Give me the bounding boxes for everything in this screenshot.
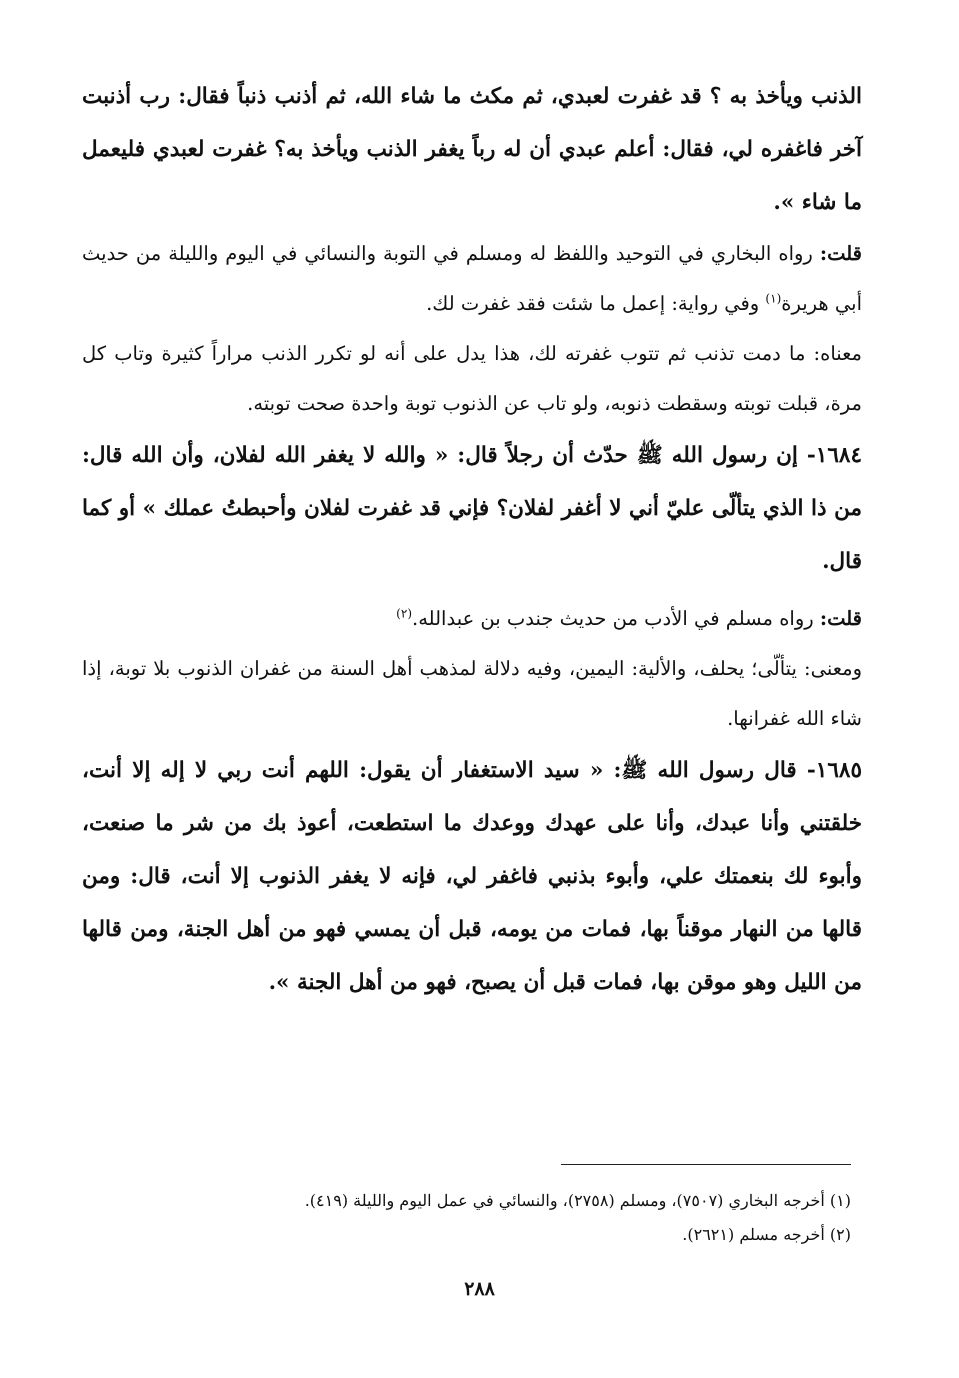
commentary-source [82,229,862,329]
commentary-text-2: رواه مسلم في الأدب من حديث جندب بن عبدالله. [412,607,814,630]
commentary-label: قلت: [819,242,862,265]
page-number: ٢٨٨ [464,1278,495,1300]
footnote-2: (٢) أخرجه مسلم (٢٦٢١). [682,1225,851,1244]
page-body [82,70,862,1009]
explanation-paragraph: معناه: ما دمت تذنب ثم تتوب غفرته لك، هذا يدل على أنه لو تكرر الذنب مراراً كثيرة وتاب كل مرة، قبلت توبته وسقطت ذنوبه، ولو تاب عن الذنوب توبة واحدة صحت توبته. [82,342,862,415]
commentary-text: رواه البخاري في التوحيد واللفظ له ومسلم في التوبة والنسائي في اليوم والليلة من حديث أبي هريرة [82,242,862,315]
footnote-divider [561,1164,851,1165]
footnote-ref-2: (٢) [396,606,412,621]
commentary-source-2 [82,594,862,644]
hadith-1684: ١٦٨٤- إن رسول الله ﷺ حدّث أن رجلاً قال: « والله لا يغفر الله لفلان، وأن الله قال: من ذا الذي يتألّى عليّ أني لا أغفر لفلان؟ فإني قد غفرت لفلان وأحبطتُ عملك » أو كما قال. [82,443,862,574]
footnote-ref-1: (١) [765,291,782,306]
explanation-paragraph-2: ومعنى: يتألّى؛ يحلف، والألية: اليمين، وفيه دلالة لمذهب أهل السنة من غفران الذنوب بلا توبة، إذا شاء الله غفرانها. [82,657,862,730]
footnote-1: (١) أخرجه البخاري (٧٥٠٧)، ومسلم (٢٧٥٨)، والنسائي في عمل اليوم والليلة (٤١٩). [304,1191,851,1210]
footnotes [151,1184,851,1252]
commentary-label-2: قلت: [819,607,862,630]
commentary-tail: وفي رواية: إعمل ما شئت فقد غفرت لك. [426,292,760,315]
hadith-1685: ١٦٨٥- قال رسول الله ﷺ: « سيد الاستغفار أن يقول: اللهم أنت ربي لا إله إلا أنت، خلقتني وأنا عبدك، وأنا على عهدك ووعدك ما استطعت، أعوذ بك من شر ما صنعت، وأبوء لك بنعمتك علي، وأبوء بذنبي فاغفر لي، فإنه لا يغفر الذنوب إلا أنت، قال: ومن قالها من النهار موقناً بها، فمات من يومه، قبل أن يمسي فهو من أهل الجنة، ومن قالها من الليل وهو موقن بها، فمات قبل أن يصبح، فهو من أهل الجنة ». [82,758,862,995]
hadith-continuation: الذنب ويأخذ به ؟ قد غفرت لعبدي، ثم مكث ما شاء الله، ثم أذنب ذنباً فقال: رب أذنبت آخر فاغفره لي، فقال: أعلم عبدي أن له رباً يغفر الذنب ويأخذ به؟ غفرت لعبدي فليعمل ما شاء ». [82,84,862,215]
